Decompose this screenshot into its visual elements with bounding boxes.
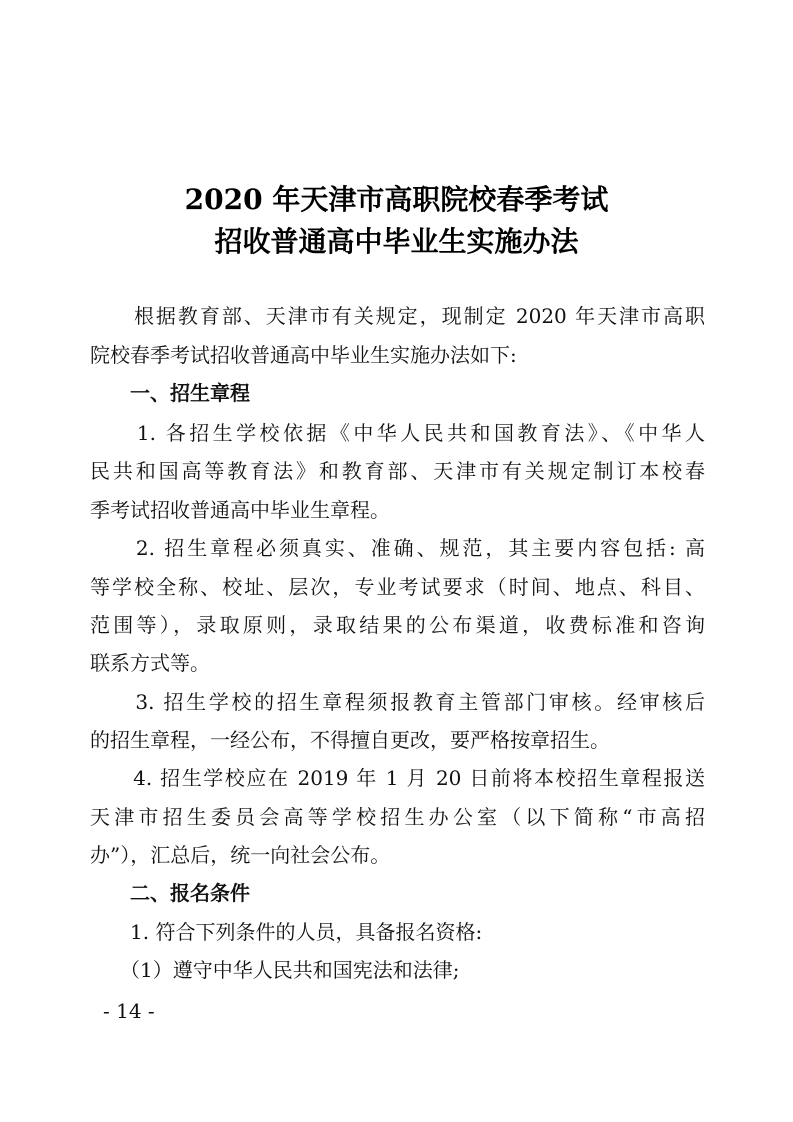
item-2-line-4: 联系方式等。 (90, 651, 210, 675)
item-2-line-3: 范围等），录取原则，录取结果的公布渠道，收费标准和咨询 (90, 613, 705, 637)
item-1-line-1: 1. 各招生学校依据《中华人民共和国教育法》、《中华人 (90, 421, 705, 445)
item-4-line-3: 办”），汇总后，统一向社会公布。 (90, 843, 391, 867)
registration-subitem-1: （1）遵守中华人民共和国宪法和法律; (90, 958, 460, 982)
item-3-line-1: 3. 招生学校的招生章程须报教育主管部门审核。经审核后 (90, 690, 705, 714)
paragraph-intro-line-2: 院校春季考试招收普通高中毕业生实施办法如下: (90, 343, 517, 367)
document-title-line-1: 2020 年天津市高职院校春季考试 (184, 183, 609, 216)
item-2-line-1: 2. 招生章程必须真实、准确、规范，其主要内容包括: 高 (90, 536, 705, 560)
section-heading-admission-charter: 一、招生章程 (90, 381, 250, 405)
section-heading-registration-conditions: 二、报名条件 (90, 881, 250, 905)
item-2-line-2: 等学校全称、校址、层次，专业考试要求（时间、地点、科目、 (90, 575, 705, 599)
document-title-line-2: 招收普通高中毕业生实施办法 (214, 225, 579, 258)
item-3-line-2: 的招生章程，一经公布，不得擅自更改，要严格按章招生。 (90, 728, 610, 752)
page-number: - 14 - (103, 999, 155, 1023)
item-1-line-2: 民共和国高等教育法》和教育部、天津市有关规定制订本校春 (90, 459, 705, 483)
item-1-line-3: 季考试招收普通高中毕业生章程。 (90, 498, 390, 522)
item-4-line-1: 4. 招生学校应在 2019 年 1 月 20 日前将本校招生章程报送 (90, 766, 705, 790)
registration-item-1-line-1: 1. 符合下列条件的人员，具备报名资格: (90, 920, 483, 944)
item-4-line-2: 天津市招生委员会高等学校招生办公室（以下简称“市高招 (90, 805, 705, 829)
paragraph-intro-line-1: 根据教育部、天津市有关规定，现制定 2020 年天津市高职 (90, 304, 705, 328)
